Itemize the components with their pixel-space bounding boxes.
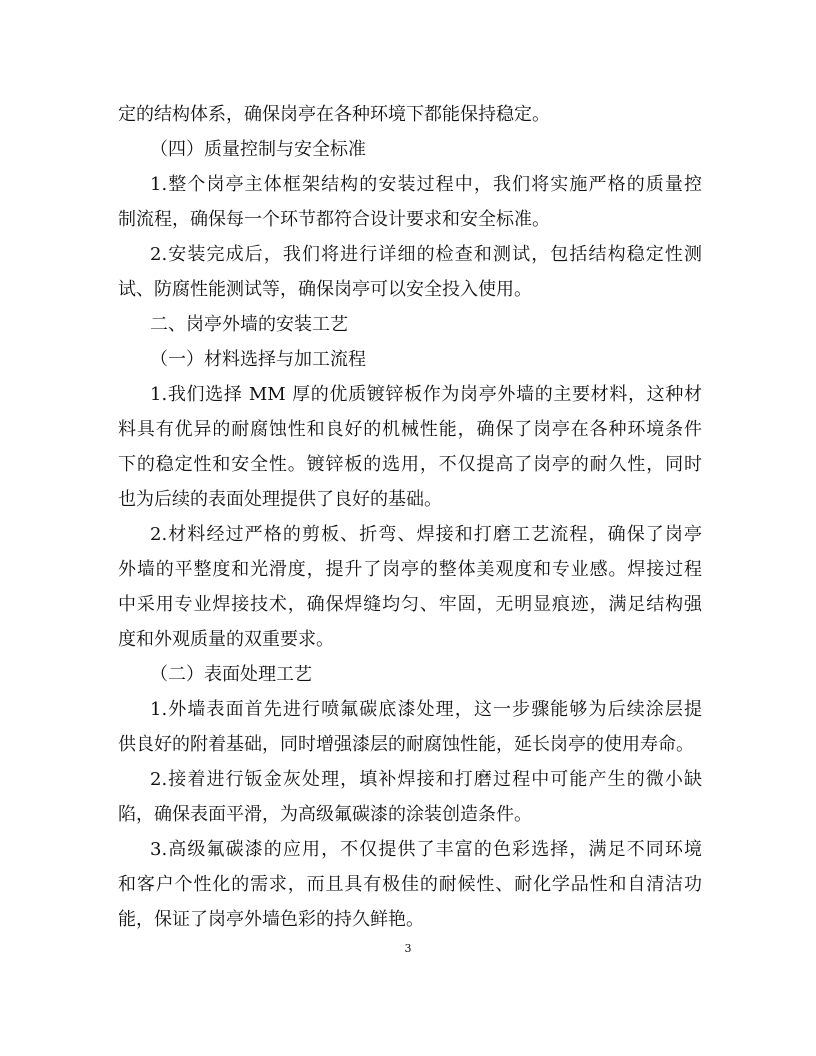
paragraph: [118, 342, 702, 377]
paragraph: [118, 692, 702, 762]
text-line: 料具有优异的耐腐蚀性和良好的机械性能，确保了岗亭在各种环境条件: [118, 419, 702, 440]
paragraph: [118, 377, 702, 517]
paragraph: [118, 307, 702, 342]
paragraph: [118, 237, 702, 307]
paragraph: [118, 167, 702, 237]
text-line: 度和外观质量的双重要求。: [118, 629, 334, 650]
text-line: （四）质量控制与安全标准: [150, 139, 366, 160]
document-body: [118, 97, 702, 937]
text-line: 外墙的平整度和光滑度，提升了岗亭的整体美观度和专业感。焊接过程: [118, 559, 702, 580]
text-line: 2.安装完成后，我们将进行详细的检查和测试，包括结构稳定性测: [150, 244, 702, 265]
paragraph: [118, 517, 702, 657]
paragraph: [118, 132, 702, 167]
text-line: 供良好的附着基础，同时增强漆层的耐腐蚀性能，延长岗亭的使用寿命。: [118, 734, 694, 755]
text-line: 和客户个性化的需求，而且具有极佳的耐候性、耐化学品性和自清洁功: [118, 874, 702, 895]
text-line: 试、防腐性能测试等，确保岗亭可以安全投入使用。: [118, 279, 532, 300]
text-line: 定的结构体系，确保岗亭在各种环境下都能保持稳定。: [118, 104, 550, 125]
text-line: 1.我们选择 MM 厚的优质镀锌板作为岗亭外墙的主要材料，这种材: [150, 384, 702, 405]
page-number: 3: [404, 942, 412, 955]
text-line: 能，保证了岗亭外墙色彩的持久鲜艳。: [118, 909, 424, 930]
text-line: 1.外墙表面首先进行喷氟碳底漆处理，这一步骤能够为后续涂层提: [150, 699, 702, 720]
paragraph: [118, 762, 702, 832]
paragraph: [118, 832, 702, 937]
text-line: 也为后续的表面处理提供了良好的基础。: [118, 489, 442, 510]
paragraph: [118, 97, 702, 132]
text-line: 3.高级氟碳漆的应用，不仅提供了丰富的色彩选择，满足不同环境: [150, 839, 702, 860]
text-line: 制流程，确保每一个环节都符合设计要求和安全标准。: [118, 209, 550, 230]
text-line: 陷，确保表面平滑，为高级氟碳漆的涂装创造条件。: [118, 804, 532, 825]
text-line: 2.材料经过严格的剪板、折弯、焊接和打磨工艺流程，确保了岗亭: [150, 524, 702, 545]
text-line: （二）表面处理工艺: [150, 664, 312, 685]
text-line: 1.整个岗亭主体框架结构的安装过程中，我们将实施严格的质量控: [150, 174, 702, 195]
text-line: 2.接着进行钣金灰处理，填补焊接和打磨过程中可能产生的微小缺: [150, 769, 702, 790]
text-line: 下的稳定性和安全性。镀锌板的选用，不仅提高了岗亭的耐久性，同时: [118, 454, 702, 475]
paragraph: [118, 657, 702, 692]
text-line: （一）材料选择与加工流程: [150, 349, 366, 370]
text-line: 中采用专业焊接技术，确保焊缝均匀、牢固，无明显痕迹，满足结构强: [118, 594, 702, 615]
text-line: 二、岗亭外墙的安装工艺: [150, 314, 348, 335]
